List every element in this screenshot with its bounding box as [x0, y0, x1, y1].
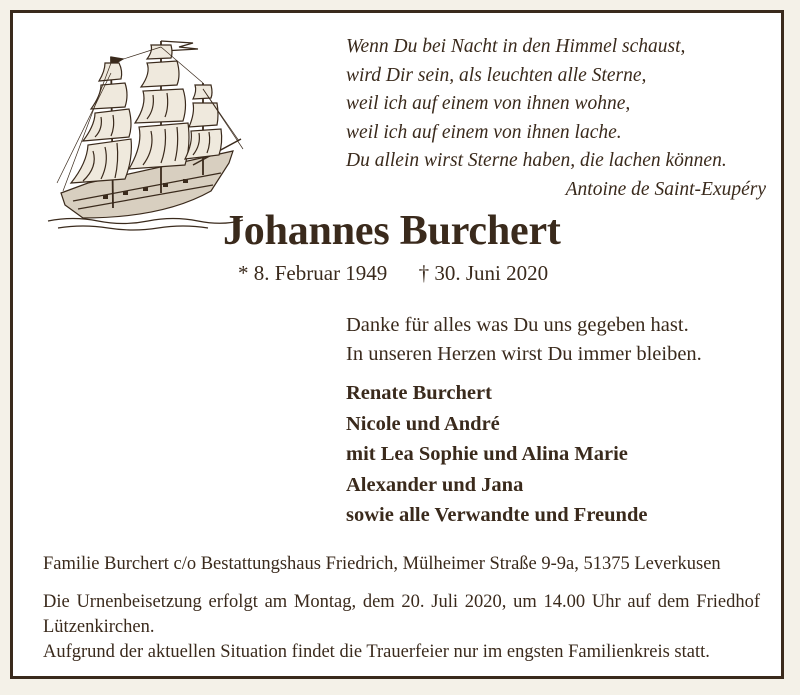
poem-line: weil ich auf einem von ihnen wohne,: [346, 93, 631, 114]
poem-author: Antoine de Saint-Exupéry: [565, 178, 766, 200]
mourner: mit Lea Sophie und Alina Marie: [346, 443, 628, 465]
poem: [346, 33, 766, 204]
mourner: Nicole und André: [346, 412, 500, 435]
poem-line: wird Dir sein, als leuchten alle Sterne,: [346, 64, 647, 86]
funeral-notice: [43, 590, 760, 665]
burial-info: Die Urnenbeisetzung erfolgt am Montag, dem 20. Juli 2020, um 14.00 Uhr auf dem Friedhof Lützenkirchen.: [43, 592, 760, 637]
ceremony-info: Aufgrund der aktuellen Situation findet die Trauerfeier nur im engsten Familienkreis statt.: [43, 642, 710, 662]
birth-date: * 8. Februar 1949: [238, 261, 388, 285]
mourner: sowie alle Verwandte und Freunde: [346, 504, 648, 526]
contact-address: Familie Burchert c/o Bestattungshaus Friedrich, Mülheimer Straße 9-9a, 51375 Leverkusen: [43, 554, 721, 574]
poem-line: Wenn Du bei Nacht in den Himmel schaust,: [346, 36, 686, 57]
sailing-ship-icon: [43, 33, 248, 233]
poem-line: weil ich auf einem von ihnen lache.: [346, 121, 622, 143]
deceased-name: Johannes Burchert: [223, 208, 561, 254]
poem-line: Du allein wirst Sterne haben, die lachen können.: [346, 150, 727, 171]
mourner: Renate Burchert: [346, 382, 492, 404]
death-date: † 30. Juni 2020: [418, 261, 549, 285]
thanks-line: Danke für alles was Du uns gegeben hast.: [346, 314, 689, 336]
life-dates: [238, 261, 548, 286]
mourners-list: [346, 378, 647, 531]
mourner: Alexander und Jana: [346, 473, 524, 496]
thanks-text: [346, 311, 702, 369]
thanks-line: In unseren Herzen wirst Du immer bleiben.: [346, 343, 702, 365]
obituary-frame: [10, 10, 784, 679]
